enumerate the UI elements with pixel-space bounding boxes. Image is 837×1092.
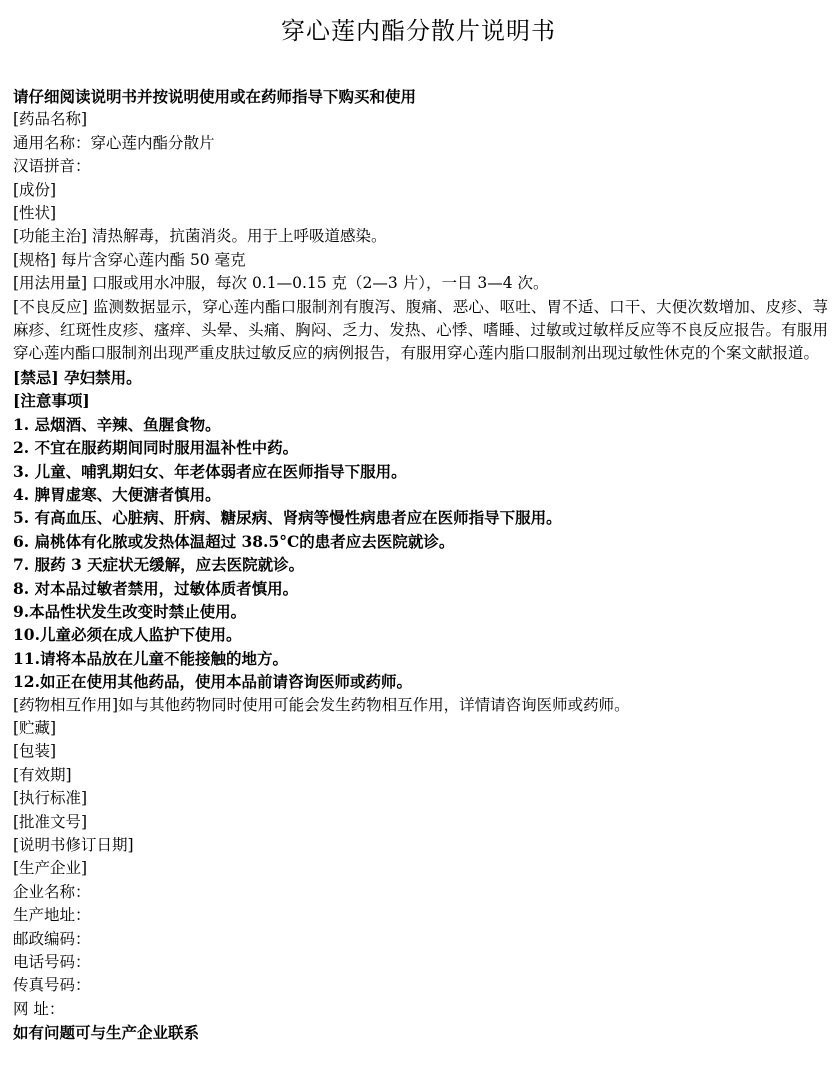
document-title: 穿心莲内酯分散片说明书	[281, 17, 556, 45]
appearance-header: [性状]	[13, 204, 57, 223]
ingredients-header: [成份]	[13, 180, 57, 199]
contraindications: [禁忌] 孕妇禁用。	[13, 367, 142, 387]
precaution-item: 3. 儿童、哺乳期妇女、年老体弱者应在医师指导下服用。	[13, 461, 407, 481]
indications: [功能主治] 清热解毒，抗菌消炎。用于上呼吸道感染。	[13, 227, 387, 246]
standard-header: [执行标准]	[13, 789, 88, 808]
precaution-item: 10.儿童必须在成人监护下使用。	[13, 625, 242, 645]
reading-notice: 请仔细阅读说明书并按说明使用或在药师指导下购买和使用	[13, 87, 417, 106]
precaution-item: 9.本品性状发生改变时禁止使用。	[13, 601, 247, 621]
website: 网 址：	[13, 999, 65, 1018]
precaution-item: 5. 有高血压、心脏病、肝病、糖尿病、肾病等慢性病患者应在医师指导下服用。	[13, 508, 562, 528]
precautions-header: [注意事项]	[13, 391, 90, 411]
precaution-item: 8. 对本品过敏者禁用，过敏体质者慎用。	[13, 578, 299, 598]
drug-name-header: [药品名称]	[13, 110, 88, 129]
phone-number: 电话号码：	[13, 953, 91, 972]
precaution-item: 4. 脾胃虚寒、大便溏者慎用。	[13, 484, 221, 504]
fax-number: 传真号码：	[13, 976, 91, 995]
generic-name: 通用名称：穿心莲内酯分散片	[13, 133, 215, 152]
contact-note: 如有问题可与生产企业联系	[13, 1023, 200, 1043]
revision-date-header: [说明书修订日期]	[13, 836, 134, 854]
pinyin-name: 汉语拼音：	[13, 157, 91, 176]
precaution-item: 12.如正在使用其他药品，使用本品前请咨询医师或药师。	[13, 672, 412, 692]
document-body	[13, 85, 828, 1045]
validity-header: [有效期]	[13, 765, 72, 784]
drug-interactions: [药物相互作用]如与其他药物同时使用可能会发生药物相互作用，详情请咨询医师或药师。	[13, 695, 630, 714]
package-header: [包装]	[13, 742, 57, 761]
specification: [规格] 每片含穿心莲内酯 50 毫克	[13, 250, 246, 269]
approval-header: [批准文号]	[13, 812, 88, 831]
dosage: [用法用量] 口服或用水冲服，每次 0.1—0.15 克（2—3 片），一日 3—4 次。	[13, 274, 549, 293]
precaution-item: 2. 不宜在服药期间同时服用温补性中药。	[13, 438, 299, 458]
postal-code: 邮政编码：	[13, 929, 91, 948]
manufacturer-header: [生产企业]	[13, 859, 88, 878]
precaution-item: 1. 忌烟酒、辛辣、鱼腥食物。	[13, 414, 221, 434]
storage-header: [贮藏]	[13, 718, 57, 737]
precaution-item: 6. 扁桃体有化脓或发热体温超过 38.5°C的患者应去医院就诊。	[13, 531, 455, 551]
precaution-item: 11.请将本品放在儿童不能接触的地方。	[13, 648, 288, 668]
company-name: 企业名称：	[13, 882, 91, 901]
adverse-reactions: [不良反应] 监测数据显示，穿心莲内酯口服制剂有腹泻、腹痛、恶心、呕吐、胃不适、口干、大便次数增加、皮疹、荨麻疹、红斑性皮疹、瘙痒、头晕、头痛、胸闷、乏力、发热、心悸、嗜睡、过敏或过敏样反应等不良反应报告。有服用穿心莲内酯口服制剂出现严重皮肤过敏反应的病例报告，有服用穿心莲内脂口服制剂出现过敏性休克的个案文献报道。	[13, 297, 828, 363]
production-address: 生产地址：	[13, 906, 91, 925]
precaution-item: 7. 服药 3 天症状无缓解，应去医院就诊。	[13, 555, 305, 575]
